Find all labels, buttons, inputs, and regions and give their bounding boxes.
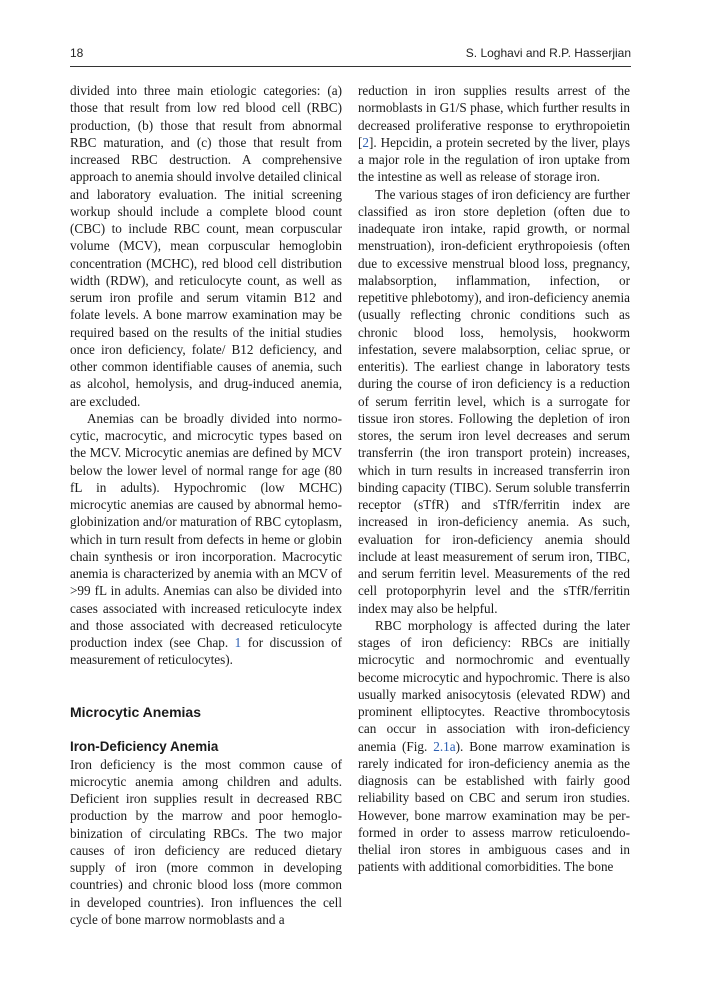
paragraph-text: ). Bone marrow examination is rarely indicated for iron-deficiency anemia as the diagnosis can be established with fairly good reliability based on CBC and serum iron studies. However, bone marrow examination may be performed in order to assess marrow reticuloendothelial iron stores in ambiguous cases and in patients with additional comorbidities. The bone xyxy=(358,738,630,875)
citation-reference-link[interactable]: 2 xyxy=(362,134,369,150)
paragraph-text: for discussion of measurement of reticulocytes). xyxy=(70,635,342,668)
running-head-authors: S. Loghavi and R.P. Hasserjian xyxy=(465,46,631,60)
paragraph-iron-deficiency: Iron deficiency is the most common cause of microcytic anemia among children and adults. Deficient iron supplies result in decreased RBC production by the marrow and poor hemoglobinization of circulating RBCs. The two major causes of iron deficiency are reduced dietary supply of iron (more common in developing countries) and chronic blood loss (more common in developed countries). Iron influences the cell cycle of bone marrow normoblasts and a xyxy=(70,756,342,927)
figure-reference-link[interactable]: 2.1a xyxy=(433,738,456,754)
paragraph-anemia-types xyxy=(70,410,342,669)
page-number: 18 xyxy=(70,46,84,60)
paragraph-iron-supplies xyxy=(358,82,630,186)
paragraph-text: RBC morphology is affected during the later stages of iron deficiency: RBCs are initially microcytic and normochromic and eventually become microcytic and hypochromic. There is also usually marked anisocytosis (elevated RDW) and prominent elliptocytes. Reactive thrombocytosis can occur in association with iron-deficiency anemia (Fig. xyxy=(358,617,630,754)
left-column xyxy=(70,82,342,928)
paragraph-anemia-categories: divided into three main etiologic categories: (a) those that result from low red blood cell (RBC) production, (b) those that result from abnormal RBC maturation, and (c) those that result from increased RBC destruction. A comprehensive approach to anemia should involve detailed clinical and laboratory evaluation. The initial screening workup should include a complete blood count (CBC) to include RBC count, mean corpuscular volume (MCV), mean corpuscular hemoglobin concentration (MCHC), red blood cell distribution width (RDW), and reticulocyte count, as well as serum iron profile and serum vitamin B12 and folate levels. A bone marrow examination may be required based on the results of the initial studies once iron deficiency, folate/ B12 deficiency, and other common identifiable causes of anemia, such as alcohol, hemolysis, and drug-induced anemia, are excluded. xyxy=(70,83,342,409)
subsection-heading: Iron-Deficiency Anemia xyxy=(70,738,219,754)
paragraph-text: reduction in iron supplies results arrest of the normoblasts in G1/S phase, which further results in decreased proliferative response to erythropoietin [ xyxy=(358,83,630,150)
header-rule xyxy=(70,66,631,67)
chapter-reference-link[interactable]: 1 xyxy=(234,635,242,650)
paragraph-iron-deficiency-stages: The various stages of iron deficiency are further classified as iron store depletion (often due to inadequate iron intake, rapid growth, or normal menstruation), iron-deficient erythropoiesis (often due to excessive menstrual blood loss, pregnancy, malabsorption, inflammation, infection, or repetitive phlebotomy), and iron-deficiency anemia (usually reflecting chronic conditions such as chronic blood loss, hemolysis, hookworm infestation, severe malabsorption, celiac sprue, or enteritis). The earliest change in laboratory tests during the course of iron deficiency is a reduction of serum ferritin level, which is a surrogate for tissue iron stores. Following the depletion of iron stores, the serum iron level decreases and serum transferrin (the iron transport protein) increases, which in turn results in increased transferrin iron binding capacity (TIBC). Serum soluble transferrin receptor (sTfR) and sTfR/ferritin index are increased in iron-deficiency anemia. As such, evaluation for iron-deficiency anemia should include at least measurement of serum iron, TIBC, and serum ferritin level. Measurements of the red cell protoporphyrin level and the sTfR/ferritin index may also be helpful. xyxy=(358,186,630,616)
running-head xyxy=(70,46,631,64)
paragraph-text: ]. Hepcidin, a protein secreted by the liver, plays a major role in the regulation of iron uptake from the intestine as well as release of storage iron. xyxy=(358,134,630,185)
paragraph-text: Anemias can be broadly divided into normocytic, macrocytic, and microcytic types based on the MCV. Microcytic anemias are defined by MCV below the lower level of normal range for age (80 fL in adults). Hypochromic (low MCHC) microcytic anemias are caused by abnormal hemoglobinization and/or maturation of RBC cytoplasm, which in turn result from defects in heme or globin chain synthesis or iron incorporation. Macrocytic anemia is characterized by anemia with an MCV of >99 fL in adults. Anemias can also be divided into cases associated with increased reticulocyte index and those associated with decreased reticulocyte production index (see Chap. xyxy=(70,410,342,650)
paragraph-rbc-morphology xyxy=(358,617,630,876)
section-heading: Microcytic Anemias xyxy=(70,703,201,720)
right-column xyxy=(358,82,630,876)
